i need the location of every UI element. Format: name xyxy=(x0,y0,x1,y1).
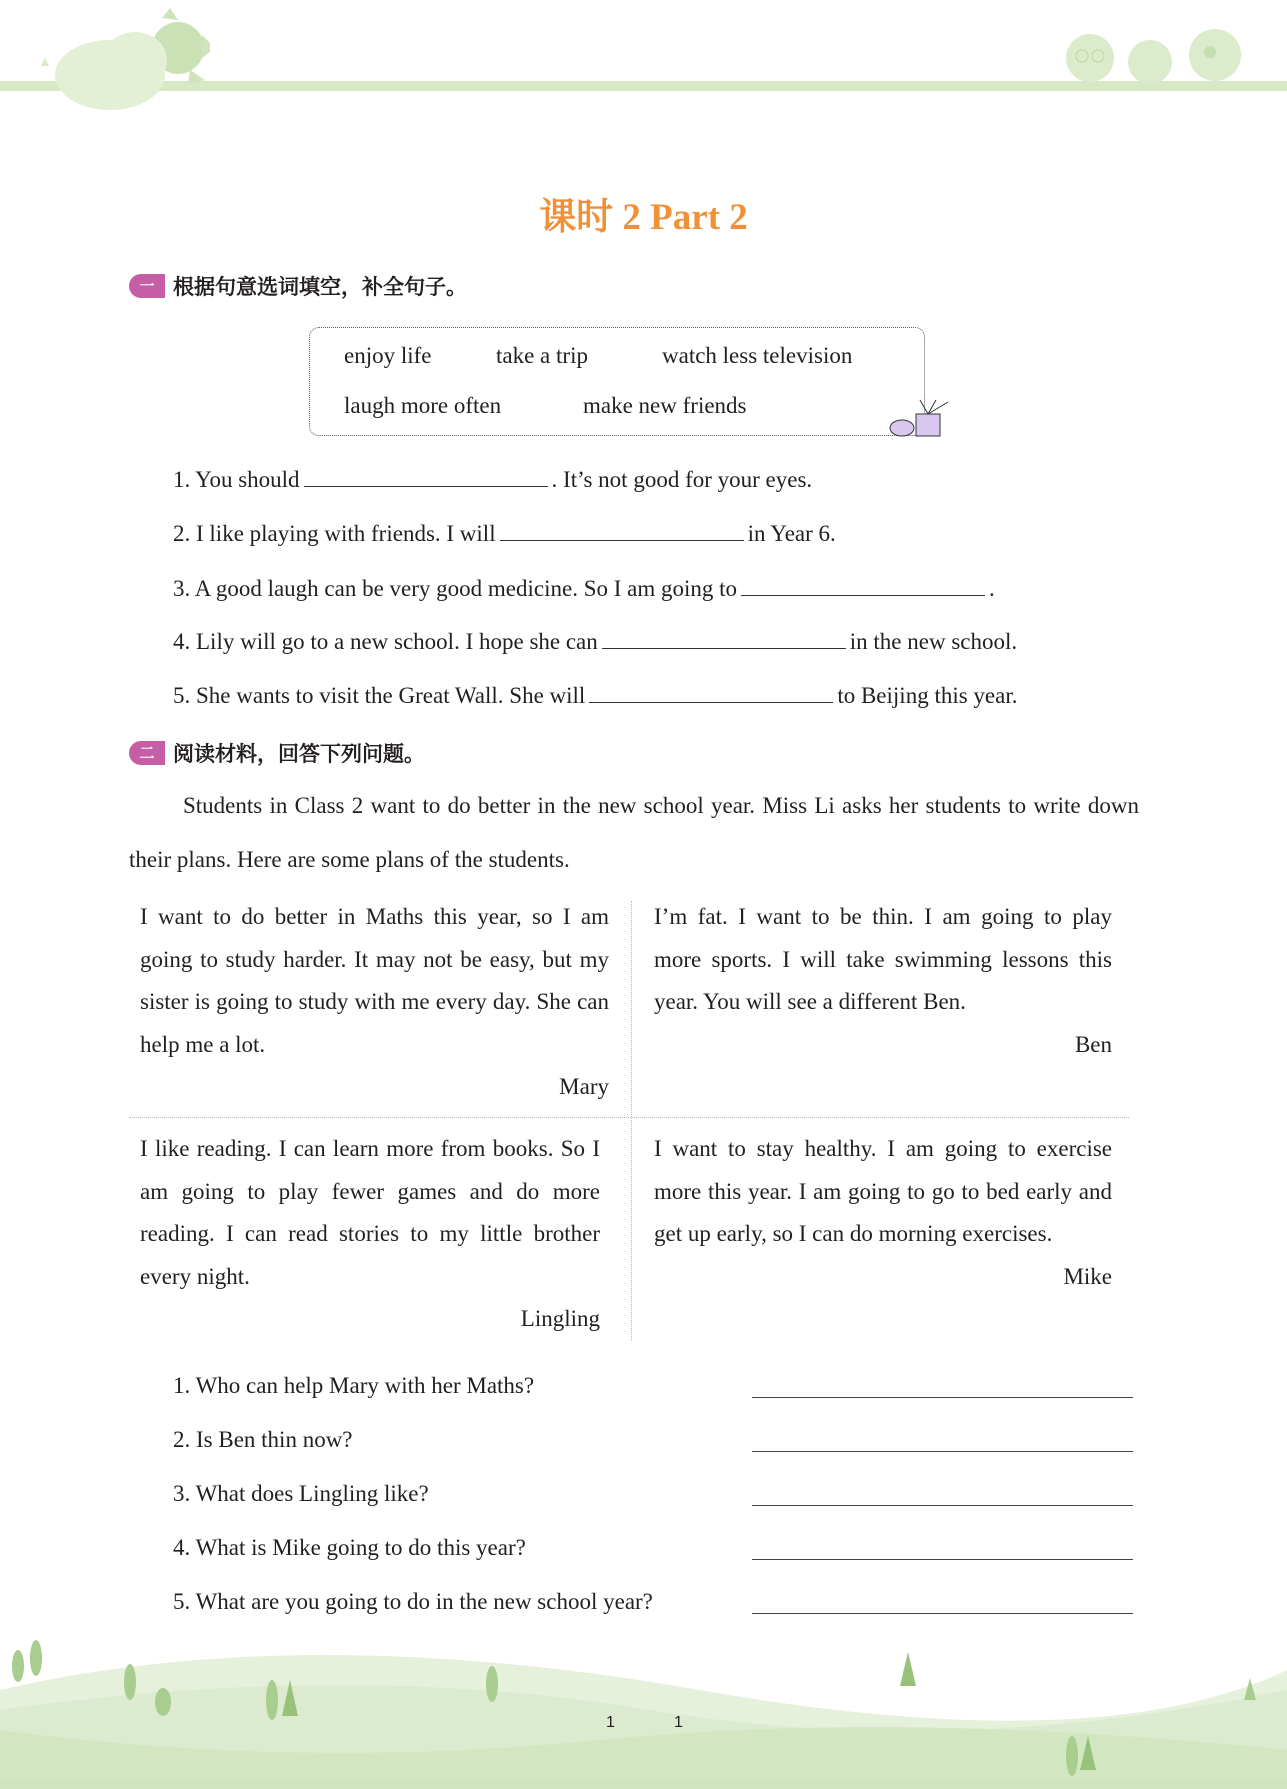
sun-cloud-decoration xyxy=(20,0,210,120)
hills-footer-decoration xyxy=(0,1630,1287,1789)
sentence-text: 1. You should xyxy=(173,467,300,492)
plan-author: Lingling xyxy=(520,1306,600,1331)
row-divider xyxy=(129,1117,1129,1118)
cup-plant-illustration xyxy=(888,396,963,440)
plan-author: Mary xyxy=(559,1074,609,1099)
question-4: 4. What is Mike going to do this year? xyxy=(173,1535,526,1560)
sentence-text: . It’s not good for your eyes. xyxy=(551,467,813,492)
plan-text: I want to do better in Maths this year, so I am going to study harder. It may not be easy, but my sister is going to study with me every day. She can help me a lot. xyxy=(140,904,609,1057)
question-1: 1. Who can help Mary with her Maths? xyxy=(173,1373,535,1398)
answer-line[interactable] xyxy=(752,1451,1133,1452)
answer-blank[interactable] xyxy=(589,682,833,703)
reading-intro: Students in Class 2 want to do better in the new school year. Miss Li asks her students to write down their plans. Here are some plans of the students. xyxy=(129,793,1139,872)
answer-line[interactable] xyxy=(752,1397,1133,1398)
page-number: 1 xyxy=(674,1714,683,1731)
section-1-header xyxy=(129,271,467,301)
answer-blank[interactable] xyxy=(500,520,744,541)
word-option: enjoy life xyxy=(344,343,432,368)
question-3: 3. What does Lingling like? xyxy=(173,1481,429,1506)
plan-author: Mike xyxy=(1063,1263,1112,1289)
sentence-text: . xyxy=(989,576,995,601)
plan-text: I want to stay healthy. I am going to exercise more this year. I am going to go to bed early and get up early, so I can do morning exercises. xyxy=(654,1136,1112,1246)
plan-author: Ben xyxy=(1074,1031,1112,1057)
sentence-3 xyxy=(173,575,995,602)
page-number: 1 xyxy=(606,1714,615,1731)
plan-card-mike xyxy=(654,1128,1112,1298)
section-badge: 一 xyxy=(129,274,165,298)
answer-line[interactable] xyxy=(752,1613,1133,1614)
question-5: 5. What are you going to do in the new school year? xyxy=(173,1589,653,1614)
section-instruction: 根据句意选词填空，补全句子。 xyxy=(173,275,467,299)
question-2: 2. Is Ben thin now? xyxy=(173,1427,353,1452)
plan-text: I’m fat. I want to be thin. I am going to play more sports. I will take swimming lessons this year. You will see a different Ben. xyxy=(654,904,1112,1014)
sentence-text: 2. I like playing with friends. I will xyxy=(173,521,496,546)
sentence-1 xyxy=(173,466,812,493)
sentence-2 xyxy=(173,520,836,547)
plan-text: I like reading. I can learn more from books. So I am going to play fewer games and do more reading. I can read stories to my little brother every night. xyxy=(140,1136,600,1289)
answer-blank[interactable] xyxy=(304,466,548,487)
answer-line[interactable] xyxy=(752,1505,1133,1506)
sentence-text: in the new school. xyxy=(849,629,1018,654)
word-option: take a trip xyxy=(496,343,588,368)
section-2-header xyxy=(129,738,425,768)
section-instruction: 阅读材料，回答下列问题。 xyxy=(173,742,425,766)
sentence-text: 5. She wants to visit the Great Wall. She will xyxy=(173,683,586,708)
animal-faces-decoration xyxy=(1060,20,1260,90)
answer-blank[interactable] xyxy=(741,575,985,596)
column-divider xyxy=(631,901,632,1341)
answer-blank[interactable] xyxy=(602,628,846,649)
word-option: make new friends xyxy=(583,393,747,418)
plan-card-ben xyxy=(654,896,1112,1066)
sentence-text: to Beijing this year. xyxy=(837,683,1018,708)
word-bank xyxy=(309,327,925,436)
section-badge: 二 xyxy=(129,741,165,765)
plan-card-lingling xyxy=(140,1128,600,1341)
word-option: laugh more often xyxy=(344,393,502,418)
sentence-4 xyxy=(173,628,1017,655)
page-title: 课时 2 Part 2 xyxy=(539,197,748,238)
plan-card-mary xyxy=(140,896,609,1109)
sentence-text: in Year 6. xyxy=(747,521,836,546)
answer-line[interactable] xyxy=(752,1559,1133,1560)
sentence-5 xyxy=(173,682,1017,709)
word-option: watch less television xyxy=(662,343,853,368)
sentence-text: 3. A good laugh can be very good medicine. So I am going to xyxy=(173,576,738,601)
sentence-text: 4. Lily will go to a new school. I hope she can xyxy=(173,629,598,654)
